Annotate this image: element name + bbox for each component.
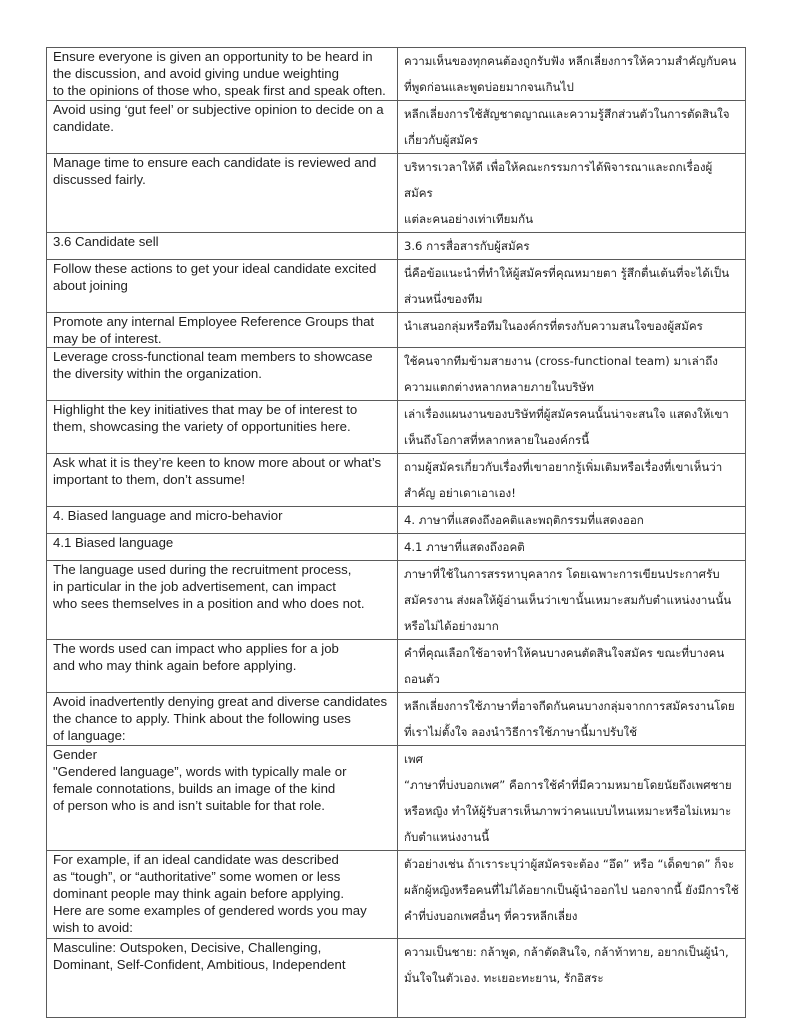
english-cell: Highlight the key initiatives that may be of interest to them, showcasing the variety of opportunities here. — [47, 401, 398, 454]
table-row — [47, 746, 746, 851]
thai-cell: คำที่คุณเลือกใช้อาจทำให้คนบางคนตัดสินใจสมัคร ขณะที่บางคน ถอนตัว — [398, 640, 746, 693]
thai-cell: นำเสนอกลุ่มหรือทีมในองค์กรที่ตรงกับความสนใจของผู้สมัคร — [398, 313, 746, 348]
english-cell: Ensure everyone is given an opportunity to be heard in the discussion, and avoid giving undue weighting to the opinions of those who, speak first and speak often. — [47, 48, 398, 101]
english-cell: Leverage cross-functional team members to showcase the diversity within the organization. — [47, 348, 398, 401]
thai-cell: ถามผู้สมัครเกี่ยวกับเรื่องที่เขาอยากรู้เพิ่มเติมหรือเรื่องที่เขาเห็นว่า สำคัญ อย่าเดาเอาเอง! — [398, 454, 746, 507]
table-row — [47, 233, 746, 260]
table-body — [47, 48, 746, 1018]
thai-cell: ความเห็นของทุกคนต้องถูกรับฟัง หลีกเลี่ยงการให้ความสำคัญกับคน ที่พูดก่อนและพูดบ่อยมากจนเกินไป — [398, 48, 746, 101]
table-row — [47, 851, 746, 939]
english-cell: For example, if an ideal candidate was described as “tough”, or “authoritative” some women or less dominant people may think again before applying. Here are some examples of gendered words you may wish to avoid: — [47, 851, 398, 939]
english-cell: Gender "Gendered language”, words with typically male or female connotations, builds an image of the kind of person who is and isn’t suitable for that role. — [47, 746, 398, 851]
english-cell: The language used during the recruitment process, in particular in the job advertisement, can impact who sees themselves in a position and who does not. — [47, 561, 398, 640]
table-row — [47, 939, 746, 1018]
table-row — [47, 348, 746, 401]
table-row — [47, 101, 746, 154]
english-cell: Promote any internal Employee Reference Groups that may be of interest. — [47, 313, 398, 348]
thai-cell: นี่คือข้อแนะนำที่ทำให้ผู้สมัครที่คุณหมายตา รู้สึกตื่นเต้นที่จะได้เป็น ส่วนหนึ่งของทีม — [398, 260, 746, 313]
thai-cell: เล่าเรื่องแผนงานของบริษัทที่ผู้สมัครคนนั้นน่าจะสนใจ แสดงให้เขา เห็นถึงโอกาสที่หลากหลายในองค์กรนี้ — [398, 401, 746, 454]
table-row — [47, 640, 746, 693]
table-row — [47, 561, 746, 640]
thai-cell: 4. ภาษาที่แสดงถึงอคติและพฤติกรรมที่แสดงออก — [398, 507, 746, 534]
thai-cell: บริหารเวลาให้ดี เพื่อให้คณะกรรมการได้พิจารณาและถกเรื่องผู้สมัคร แต่ละคนอย่างเท่าเทียมกัน — [398, 154, 746, 233]
thai-cell: ภาษาที่ใช้ในการสรรหาบุคลากร โดยเฉพาะการเขียนประกาศรับ สมัครงาน ส่งผลให้ผู้อ่านเห็นว่าเขานั้นเหมาะสมกับตำแหน่งงานนั้น หรือไม่ได้อย่างมาก — [398, 561, 746, 640]
english-cell: 4.1 Biased language — [47, 534, 398, 561]
thai-cell: หลีกเลี่ยงการใช้ภาษาที่อาจกีดกันคนบางกลุ่มจากการสมัครงานโดย ที่เราไม่ตั้งใจ ลองนำวิธีการใช้ภาษานี้มาปรับใช้ — [398, 693, 746, 746]
thai-cell: ใช้คนจากทีมข้ามสายงาน (cross-functional team) มาเล่าถึง ความแตกต่างหลากหลายภายในบริษัท — [398, 348, 746, 401]
table-row — [47, 401, 746, 454]
thai-cell: 4.1 ภาษาที่แสดงถึงอคติ — [398, 534, 746, 561]
english-cell: Ask what it is they’re keen to know more about or what’s important to them, don’t assume! — [47, 454, 398, 507]
thai-cell: ตัวอย่างเช่น ถ้าเราระบุว่าผู้สมัครจะต้อง “อึด” หรือ “เด็ดขาด” ก็จะ ผลักผู้หญิงหรือคนที่ไม่ได้อยากเป็นผู้นำออกไป นอกจากนี้ ยังมีการใช้ คำที่บ่งบอกเพศอื่นๆ ที่ควรหลีกเลี่ยง — [398, 851, 746, 939]
table-row — [47, 454, 746, 507]
english-cell: Masculine: Outspoken, Decisive, Challenging, Dominant, Self-Confident, Ambitious, Independent — [47, 939, 398, 1018]
table-row — [47, 693, 746, 746]
english-cell: Follow these actions to get your ideal candidate excited about joining — [47, 260, 398, 313]
thai-cell: เพศ “ภาษาที่บ่งบอกเพศ” คือการใช้คำที่มีความหมายโดยนัยถึงเพศชาย หรือหญิง ทำให้ผู้รับสารเห็นภาพว่าคนแบบไหนเหมาะหรือไม่เหมาะ กับตำแหน่งงานนี้ — [398, 746, 746, 851]
thai-cell: 3.6 การสื่อสารกับผู้สมัคร — [398, 233, 746, 260]
english-cell: Avoid inadvertently denying great and diverse candidates the chance to apply. Think about the following uses of language: — [47, 693, 398, 746]
english-cell: Manage time to ensure each candidate is reviewed and discussed fairly. — [47, 154, 398, 233]
table-row — [47, 534, 746, 561]
table-row — [47, 48, 746, 101]
english-cell: Avoid using ‘gut feel’ or subjective opinion to decide on a candidate. — [47, 101, 398, 154]
table-row — [47, 260, 746, 313]
thai-cell: ความเป็นชาย: กล้าพูด, กล้าตัดสินใจ, กล้าท้าทาย, อยากเป็นผู้นำ, มั่นใจในตัวเอง. ทะเยอะทะยาน, รักอิสระ — [398, 939, 746, 1018]
table-row — [47, 154, 746, 233]
table-row — [47, 313, 746, 348]
english-cell: The words used can impact who applies for a job and who may think again before applying. — [47, 640, 398, 693]
english-cell: 4. Biased language and micro-behavior — [47, 507, 398, 534]
table-row — [47, 507, 746, 534]
bilingual-guidelines-table — [46, 47, 746, 1018]
thai-cell: หลีกเลี่ยงการใช้สัญชาตญาณและความรู้สึกส่วนตัวในการตัดสินใจ เกี่ยวกับผู้สมัคร — [398, 101, 746, 154]
english-cell: 3.6 Candidate sell — [47, 233, 398, 260]
